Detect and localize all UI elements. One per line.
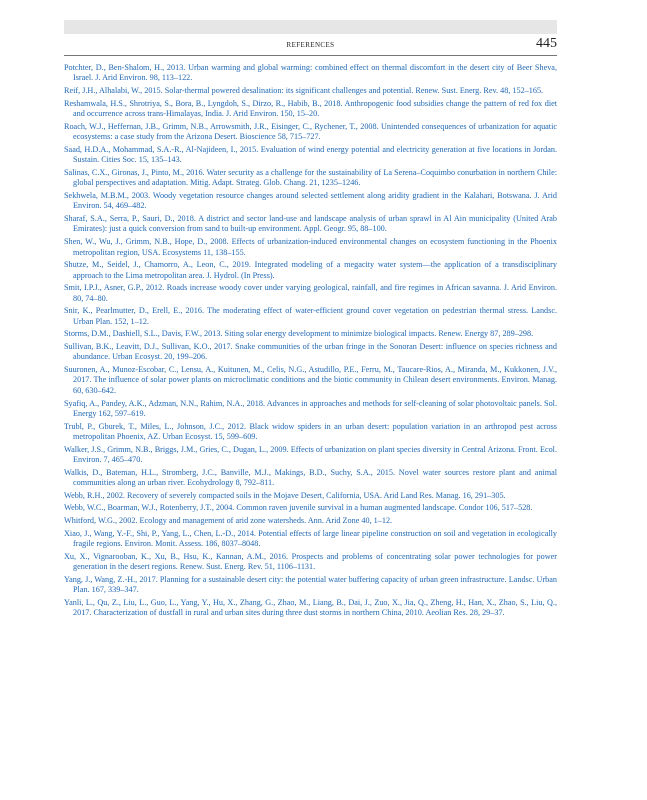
reference-entry: Yanli, L., Qu, Z., Liu, L., Guo, L., Yang, Y., Hu, X., Zhang, G., Zhao, M., Liang, B., Dai, J., Zuo, X., Jia, Q., Zheng, H., Han, X., Zhao, S., Liu, Q., 2017. Characterization of dustfall in rural and urban sites during three dust storms in northern China, 2010. Aeolian Res. 28, 29–37. — [64, 597, 557, 618]
reference-entry: Xu, X., Vignarooban, K., Xu, B., Hsu, K., Kannan, A.M., 2016. Prospects and problems of concentrating solar power technologies for power generation in the desert regions. Renew. Sust. Energ. Rev. 51, 1106–1131. — [64, 551, 557, 572]
reference-entry: Smit, I.P.J., Asner, G.P., 2012. Roads increase woody cover under varying geological, rainfall, and fire regimes in African savanna. J. Arid Environ. 80, 74–80. — [64, 283, 557, 303]
reference-entry: Saad, H.D.A., Mohammad, S.A.-R., Al-Najideen, I., 2015. Evaluation of wind energy potential and electricity generation at five locations in Jordan. Sustain. Cities Soc. 15, 135–143. — [64, 144, 557, 165]
reference-entry: Walker, J.S., Grimm, N.B., Briggs, J.M., Gries, C., Dugan, L., 2009. Effects of urbanization on plant species diversity in Central Arizona. Front. Ecol. Environ. 7, 465–470. — [64, 444, 557, 465]
reference-entry: Storms, D.M., Dashiell, S.L., Davis, F.W., 2013. Siting solar energy development to minimize biological impacts. Renew. Energy 87, 289–298. — [64, 329, 534, 339]
header-bar — [64, 20, 557, 34]
reference-list — [64, 63, 557, 621]
reference-entry: Syafiq, A., Pandey, A.K., Adzman, N.N., Rahim, N.A., 2018. Advances in approaches and methods for self-cleaning of solar photovoltaic panels. Sol. Energy 162, 597–619. — [64, 398, 557, 418]
reference-entry: Sekhwela, M.B.M., 2003. Woody vegetation resource changes around selected settlement along aridity gradient in the Kalahari, Botswana. J. Arid Environ. 54, 469–482. — [64, 190, 557, 211]
reference-entry: Shen, W., Wu, J., Grimm, N.B., Hope, D., 2008. Effects of urbanization-induced environmental changes on ecosystem functioning in the Phoenix metropolitan region, USA. Ecosystems 11, 138–155. — [64, 237, 557, 257]
reference-entry: Yang, J., Wang, Z.-H., 2017. Planning for a sustainable desert city: the potential water buffering capacity of urban green infrastructure. Landsc. Urban Plan. 167, 339–347. — [64, 574, 557, 595]
reference-entry: Whitford, W.G., 2002. Ecology and management of arid zone watersheds. Ann. Arid Zone 40, 1–12. — [64, 516, 393, 526]
reference-entry: Shutze, M., Seidel, J., Chamorro, A., Leon, C., 2019. Integrated modeling of a megacity water system—the application of a transdisciplinary approach to the Lima metropolitan area. J. Hydrol. (In Press). — [64, 260, 557, 280]
reference-entry: Roach, W.J., Heffernan, J.B., Grimm, N.B., Arrowsmith, J.R., Eisinger, C., Rychener, T., 2008. Unintended consequences of urbanization for aquatic ecosystems: a case study from the Arizona Desert. Bioscience 58, 715–727. — [64, 121, 557, 142]
running-header-title: REFERENCES — [286, 41, 335, 49]
reference-entry: Salinas, C.X., Gironas, J., Pinto, M., 2016. Water security as a challenge for the sustainability of La Serena–Coquimbo conurbation in northern Chile: global perspectives and adaptation. Mitig. Adapt. Strateg. Glob. Chang. 21, 1235–1246. — [64, 167, 557, 188]
reference-entry: Xiao, J., Wang, Y.-F., Shi, P., Yang, L., Chen, L.-D., 2014. Potential effects of large linear pipeline construction on soil and vegetation in ecologically fragile regions. Environ. Monit. Assess. 186, 8037–8048. — [64, 528, 557, 549]
reference-entry: Potchter, D., Ben-Shalom, H., 2013. Urban warming and global warming: combined effect on thermal discomfort in the desert city of Beer Sheva, Israel. J. Arid Environ. 98, 113–122. — [64, 63, 557, 83]
reference-entry: Walkis, D., Bateman, H.L., Stromberg, J.C., Banville, M.J., Makings, B.D., Suchy, S.A., 2015. Novel water sources restore plant and animal communities along an urban river. Ecohydrology 8, 792–811. — [64, 467, 557, 488]
page-header — [64, 37, 557, 55]
page-number: 445 — [536, 36, 557, 51]
reference-entry: Sullivan, B.K., Leavitt, D.J., Sullivan, K.O., 2017. Snake communities of the urban fringe in the Sonoran Desert: influence on species richness and abundance. Urban Ecosyst. 20, 199–206. — [64, 342, 557, 362]
reference-entry: Suuronen, A., Munoz-Escobar, C., Lensu, A., Kuitunen, M., Celis, N.G., Astudillo, P.E., Ferru, M., Taucare-Rios, A., Miranda, M., Kukkonen, J.V., 2017. The influence of solar power plants on microclimatic conditions and the biotic community in Chilean desert environments. Environ. Manag. 60, 630–642. — [64, 365, 557, 395]
reference-entry: Reshamwala, H.S., Shrotriya, S., Bora, B., Lyngdoh, S., Dirzo, R., Habib, B., 2018. Anthropogenic food subsidies change the pattern of red fox diet and occurrence across trans-Himalayas, India. J. Arid Environ. 150, 15–20. — [64, 98, 557, 119]
reference-entry: Sharaf, S.A., Serra, P., Sauri, D., 2018. A district and sector land-use and landscape analysis of urban sprawl in Al Ain municipality (United Arab Emirates): just a quick conversion from sand to built-up environment. Appl. Geogr. 95, 88–100. — [64, 214, 557, 234]
header-divider — [64, 55, 557, 56]
reference-entry: Webb, R.H., 2002. Recovery of severely compacted soils in the Mojave Desert, California, USA. Arid Land Res. Manag. 16, 291–305. — [64, 490, 506, 500]
reference-entry: Webb, W.C., Boarman, W.J., Rotenberry, J.T., 2004. Common raven juvenile survival in a human augmented landscape. Condor 106, 517–528. — [64, 503, 533, 513]
reference-entry: Snir, K., Pearlmutter, D., Erell, E., 2016. The moderating effect of water-efficient ground cover vegetation on pedestrian thermal stress. Landsc. Urban Plan. 152, 1–12. — [64, 306, 557, 326]
reference-entry: Trubl, P., Gburek, T., Miles, L., Johnson, J.C., 2012. Black widow spiders in an urban desert: population variation in an arthropod pest across metropolitan Phoenix, AZ. Urban Ecosyst. 15, 599–609. — [64, 421, 557, 441]
reference-entry: Reif, J.H., Alhalabi, W., 2015. Solar-thermal powered desalination: its significant challenges and potential. Renew. Sust. Energ. Rev. 48, 152–165. — [64, 86, 544, 96]
